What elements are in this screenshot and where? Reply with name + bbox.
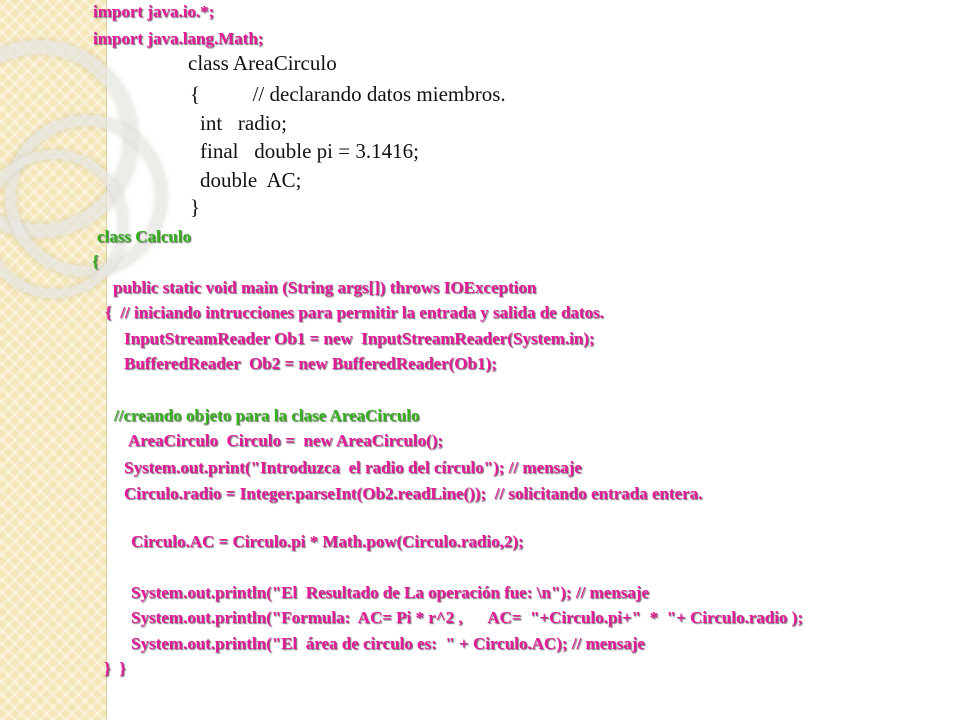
decorative-sidebar — [0, 0, 107, 720]
main-signature: public static void main (String args[]) throws IOException — [113, 278, 537, 297]
output-line: System.out.println("El área de circulo es: " + Circulo.AC); // mensaje — [131, 634, 645, 653]
calc-class-line: class Calculo — [97, 227, 191, 246]
calc-class-line: { — [92, 252, 99, 271]
input-line: System.out.print("Introduzca el radio del círculo"); // mensaje — [124, 458, 582, 477]
area-class-line: double AC; — [200, 168, 302, 192]
area-class-line: int radio; — [200, 111, 287, 135]
reader-line: BufferedReader Ob2 = new BufferedReader(Ob1); — [124, 354, 497, 373]
object-create-line: AreaCirculo Circulo = new AreaCirculo(); — [128, 431, 444, 450]
area-class-line: } — [190, 195, 201, 219]
import-line: import java.io.*; — [93, 2, 215, 21]
area-class-line: final double pi = 3.1416; — [200, 139, 419, 163]
main-open-line: { // iniciando intrucciones para permitir la entrada y salida de datos. — [105, 303, 604, 322]
closing-braces: } } — [104, 659, 126, 678]
area-class-line: class AreaCirculo — [188, 51, 337, 75]
output-line: System.out.println("El Resultado de La operación fue: \n"); // mensaje — [131, 583, 650, 602]
object-comment: //creando objeto para la clase AreaCirculo — [114, 406, 420, 425]
import-line: import java.lang.Math; — [93, 29, 264, 48]
output-line: System.out.println("Formula: AC= Pi * r^2 , AC= "+Circulo.pi+" * "+ Circulo.radio ); — [131, 608, 804, 627]
area-class-line: { // declarando datos miembros. — [190, 82, 506, 106]
input-line: Circulo.radio = Integer.parseInt(Ob2.readLine()); // solicitando entrada entera. — [124, 484, 703, 503]
calc-line: Circulo.AC = Circulo.pi * Math.pow(Circulo.radio,2); — [131, 532, 524, 551]
reader-line: InputStreamReader Ob1 = new InputStreamReader(System.in); — [124, 329, 595, 348]
